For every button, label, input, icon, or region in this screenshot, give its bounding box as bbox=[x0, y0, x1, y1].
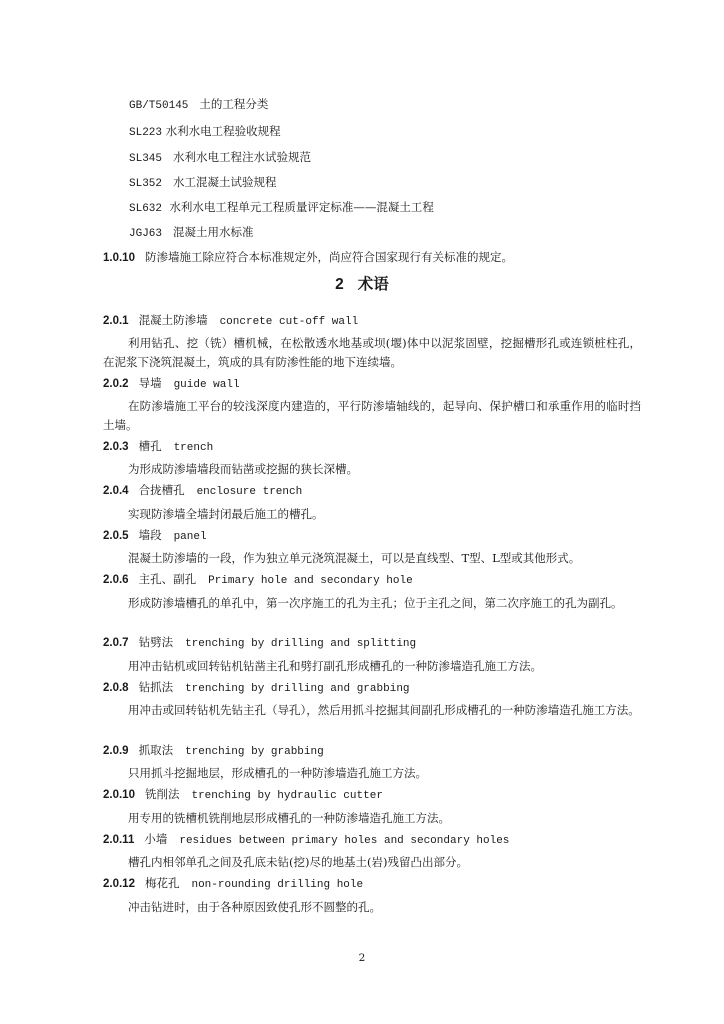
term-definition: 冲击钻进时，由于各种原因致使孔形不圆整的孔。 bbox=[128, 900, 381, 914]
term-definition: 利用钻孔、挖（铣）槽机械，在松散透水地基或坝(堰)体中以泥浆固壁，挖掘槽形孔或连锁桩柱孔，在泥浆下浇筑混凝土，筑成的具有防渗性能的地下连续墙。 bbox=[103, 336, 641, 369]
term-heading: 2.0.7 钻劈法 trenching by drilling and splitting bbox=[103, 635, 417, 650]
term-definition: 实现防渗墙全墙封闭最后施工的槽孔。 bbox=[128, 507, 324, 521]
term-definition: 形成防渗墙槽孔的单孔中，第一次序施工的孔为主孔；位于主孔之间，第二次序施工的孔为副孔。 bbox=[128, 596, 623, 610]
term-definition: 用专用的铣槽机铣削地层形成槽孔的一种防渗墙造孔施工方法。 bbox=[128, 811, 450, 825]
chapter-heading: 2 术语 bbox=[335, 276, 389, 293]
term-heading: 2.0.10 铣削法 trenching by hydraulic cutter bbox=[103, 787, 383, 802]
clause-1-0-10: 1.0.10 防渗墙施工除应符合本标准规定外，尚应符合国家现行有关标准的规定。 bbox=[103, 250, 513, 264]
reference-item: SL345 水利水电工程注水试验规范 bbox=[129, 150, 311, 165]
term-definition: 只用抓斗挖掘地层，形成槽孔的一种防渗墙造孔施工方法。 bbox=[128, 766, 427, 780]
term-heading: 2.0.1 混凝土防渗墙 concrete cut-off wall bbox=[103, 313, 359, 328]
reference-item: GB/T50145 土的工程分类 bbox=[129, 97, 269, 112]
term-heading: 2.0.12 梅花孔 non-rounding drilling hole bbox=[103, 876, 364, 891]
term-definition: 用冲击钻机或回转钻机钻凿主孔和劈打副孔形成槽孔的一种防渗墙造孔施工方法。 bbox=[128, 659, 542, 673]
term-heading: 2.0.6 主孔、副孔 Primary hole and secondary hole bbox=[103, 572, 413, 587]
term-definition: 混凝土防渗墙的一段，作为独立单元浇筑混凝土，可以是直线型、T型、L型或其他形式。 bbox=[128, 551, 581, 565]
term-heading: 2.0.9 抓取法 trenching by grabbing bbox=[103, 743, 324, 758]
reference-item: SL632 水利水电工程单元工程质量评定标准——混凝土工程 bbox=[129, 200, 434, 215]
term-heading: 2.0.2 导墙 guide wall bbox=[103, 376, 240, 391]
term-heading: 2.0.5 墙段 panel bbox=[103, 528, 207, 543]
reference-item: SL352 水工混凝土试验规程 bbox=[129, 175, 277, 190]
term-definition: 槽孔内相邻单孔之间及孔底未钻(挖)尽的地基土(岩)残留凸出部分。 bbox=[128, 855, 468, 869]
term-definition: 在防渗墙施工平台的较浅深度内建造的，平行防渗墙轴线的，起导向、保护槽口和承重作用的临时挡土墙。 bbox=[103, 399, 641, 432]
term-heading: 2.0.8 钻抓法 trenching by drilling and grabbing bbox=[103, 680, 410, 695]
page-number: 2 bbox=[358, 952, 366, 964]
reference-item: SL223 水利水电工程验收规程 bbox=[129, 124, 281, 139]
term-heading: 2.0.11 小墙 residues between primary holes and secondary holes bbox=[103, 832, 510, 847]
term-heading: 2.0.4 合拢槽孔 enclosure trench bbox=[103, 483, 303, 498]
term-heading: 2.0.3 槽孔 trench bbox=[103, 439, 214, 454]
term-definition: 用冲击或回转钻机先钻主孔（导孔），然后用抓斗挖掘其间副孔形成槽孔的一种防渗墙造孔施工方法。 bbox=[128, 703, 640, 717]
reference-item: JGJ63 混凝土用水标准 bbox=[129, 225, 254, 240]
term-definition: 为形成防渗墙墙段而钻凿或挖掘的狭长深槽。 bbox=[128, 462, 358, 476]
